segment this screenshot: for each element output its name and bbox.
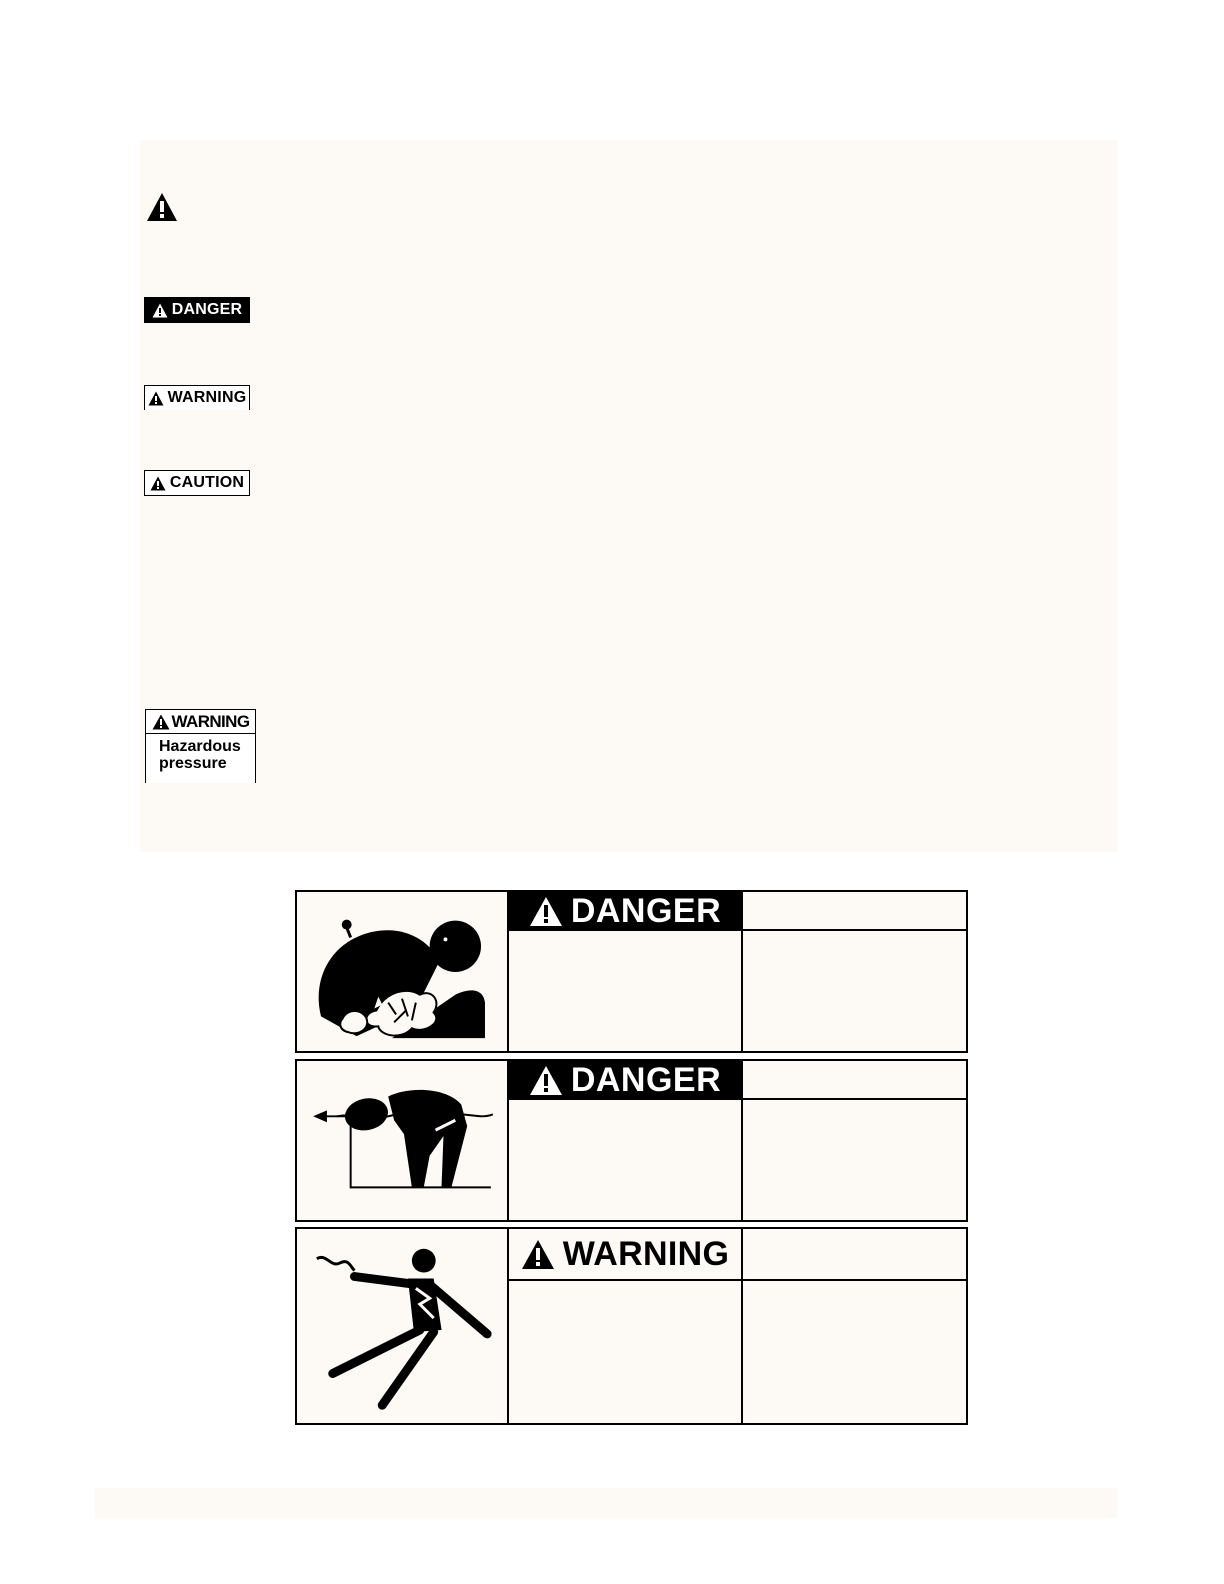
sign-1-translation-column [743, 892, 966, 1051]
sign-2-translation-column [743, 1061, 966, 1220]
caution-signal-badge [144, 470, 250, 496]
sign-3-translation-column [743, 1229, 966, 1423]
danger-sign-drowning [295, 1059, 968, 1222]
decal-line-2: pressure [159, 755, 227, 772]
danger-sign-explosion [295, 890, 968, 1053]
sign-3-header [509, 1229, 741, 1281]
alert-triangle-icon [521, 1239, 555, 1270]
sign-3-message-column [509, 1229, 743, 1423]
electric-shock-icon [297, 1229, 509, 1423]
safety-alert-icon [146, 192, 178, 222]
content-panel [140, 140, 1117, 852]
alert-triangle-icon [529, 1065, 563, 1096]
warning-signal-badge [144, 385, 250, 410]
hazardous-pressure-decal [145, 709, 256, 783]
sign-1-header [509, 892, 741, 931]
danger-signal-badge [144, 297, 250, 323]
warning-sign-electric-shock [295, 1227, 968, 1425]
decal-header-label: WARNING [171, 711, 250, 731]
explosion-hazard-icon [297, 892, 509, 1051]
sign-2-header-label: DANGER [570, 1061, 722, 1099]
decal-body [146, 734, 255, 772]
sign-3-header-label: WARNING [562, 1234, 730, 1273]
alert-triangle-icon [152, 303, 168, 318]
sign-1-header-label: DANGER [570, 892, 722, 930]
danger-signal-label: DANGER [171, 301, 243, 318]
caution-signal-label: CAUTION [169, 474, 245, 491]
drowning-hazard-icon [297, 1061, 509, 1220]
alert-triangle-icon [529, 896, 563, 927]
sign-2-header [509, 1061, 741, 1100]
alert-triangle-icon [150, 476, 166, 491]
sign-1-right-header [743, 892, 966, 931]
alert-triangle-icon [152, 714, 170, 730]
sign-3-right-header [743, 1229, 966, 1281]
sign-2-message-column [509, 1061, 743, 1220]
footer-band [95, 1488, 1117, 1518]
sign-2-right-header [743, 1061, 966, 1100]
alert-triangle-icon [148, 391, 164, 406]
decal-header [146, 710, 255, 734]
decal-line-1: Hazardous [159, 738, 241, 755]
sign-1-message-column [509, 892, 743, 1051]
warning-signal-label: WARNING [167, 389, 247, 406]
